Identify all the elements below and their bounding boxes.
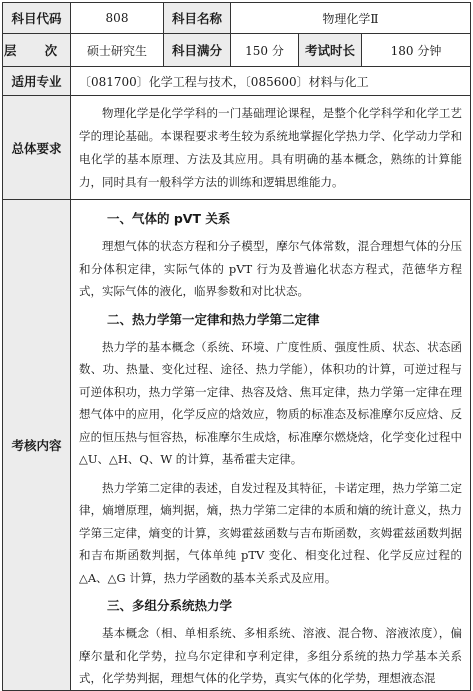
section-paragraph-multicomponent: 基本概念（相、单相系统、多相系统、溶液、混合物、溶液浓度），偏摩尔量和化学势，拉乌尔定律和亨利定律，多组分系统的热力学基本关系式，化学势判据，理想气体的化学势，真实气体的化学势，理想液态混 — [79, 626, 463, 685]
content-label: 考核内容 — [3, 200, 71, 691]
requirements-text: 物理化学是化学学科的一门基础理论课程，是整个化学科学和化学工艺学的理论基础。本课程要求考生较为系统地掌握化学热力学、化学动力学和电化学的基本原理、方法及其应用。具有明确的基本概念，熟练的计算能力，同时具有一般科学方法的训练和逻辑思维能力。 — [79, 106, 463, 189]
level-value: 硕士研究生 — [71, 34, 164, 67]
syllabus-table — [2, 2, 471, 691]
major-value: 〔081700〕化学工程与技术，〔085600〕材料与化工 — [71, 67, 471, 96]
section-title-gas: 一、气体的 pVT 关系 — [107, 211, 231, 226]
section-title-thermo-laws: 二、热力学第一定律和热力学第二定律 — [107, 311, 320, 327]
subject-name-value: 物理化学Ⅱ — [231, 3, 471, 34]
major-label: 适用专业 — [3, 67, 71, 96]
exam-duration-value: 180 分钟 — [362, 34, 471, 67]
full-score-label: 科目满分 — [164, 34, 231, 67]
subject-code-value: 808 — [71, 3, 164, 34]
section-paragraph-second-law: 热力学第二定律的表述，自发过程及其特征，卡诺定理，热力学第二定律，熵增原理，熵判据，熵，热力学第二定律的本质和熵的统计意义，热力学第三定律，熵变的计算，亥姆霍兹函数与吉布斯函数，亥姆霍兹函数判据和吉布斯函数判据，气体单纯 pTV 变化、相变化过程、化学反应过程的△A、△G 计算，热力学函数的基本关系式及应用。 — [79, 480, 463, 585]
row-major — [3, 67, 471, 96]
content-cell — [71, 200, 471, 691]
level-label: 层 次 — [3, 34, 71, 67]
section-title-multicomponent: 三、多组分系统热力学 — [107, 598, 233, 613]
section-paragraph-first-law: 热力学的基本概念（系统、环境、广度性质、强度性质、状态、状态函数、功、热量、变化过程、途径、热力学能），体积功的计算，可逆过程与可逆体积功，热力学第一定律、热容及焓、焦耳定律，热力学第一定律在理想气体中的应用，化学反应的焓效应，物质的标准态及标准摩尔反应焓、反应的恒压热与恒容热，标准摩尔生成焓，标准摩尔燃烧焓，化学变化过程中△U、△H、Q、W 的计算，基希霍夫定律。 — [79, 339, 463, 466]
row-content — [3, 200, 471, 691]
section-paragraph-gas: 理想气体的状态方程和分子模型，摩尔气体常数，混合理想气体的分压和分体积定律，实际气体的 pVT 行为及普遍化状态方程式，范德华方程式，实际气体的液化，临界参数和对比状态。 — [79, 239, 463, 298]
requirements-cell — [71, 96, 471, 200]
exam-duration-label: 考试时长 — [299, 34, 362, 67]
row-subject — [3, 3, 471, 34]
requirements-label: 总体要求 — [3, 96, 71, 200]
subject-name-label: 科目名称 — [164, 3, 231, 34]
row-level — [3, 34, 471, 67]
subject-code-label: 科目代码 — [3, 3, 71, 34]
full-score-value: 150 分 — [231, 34, 299, 67]
row-requirements — [3, 96, 471, 200]
